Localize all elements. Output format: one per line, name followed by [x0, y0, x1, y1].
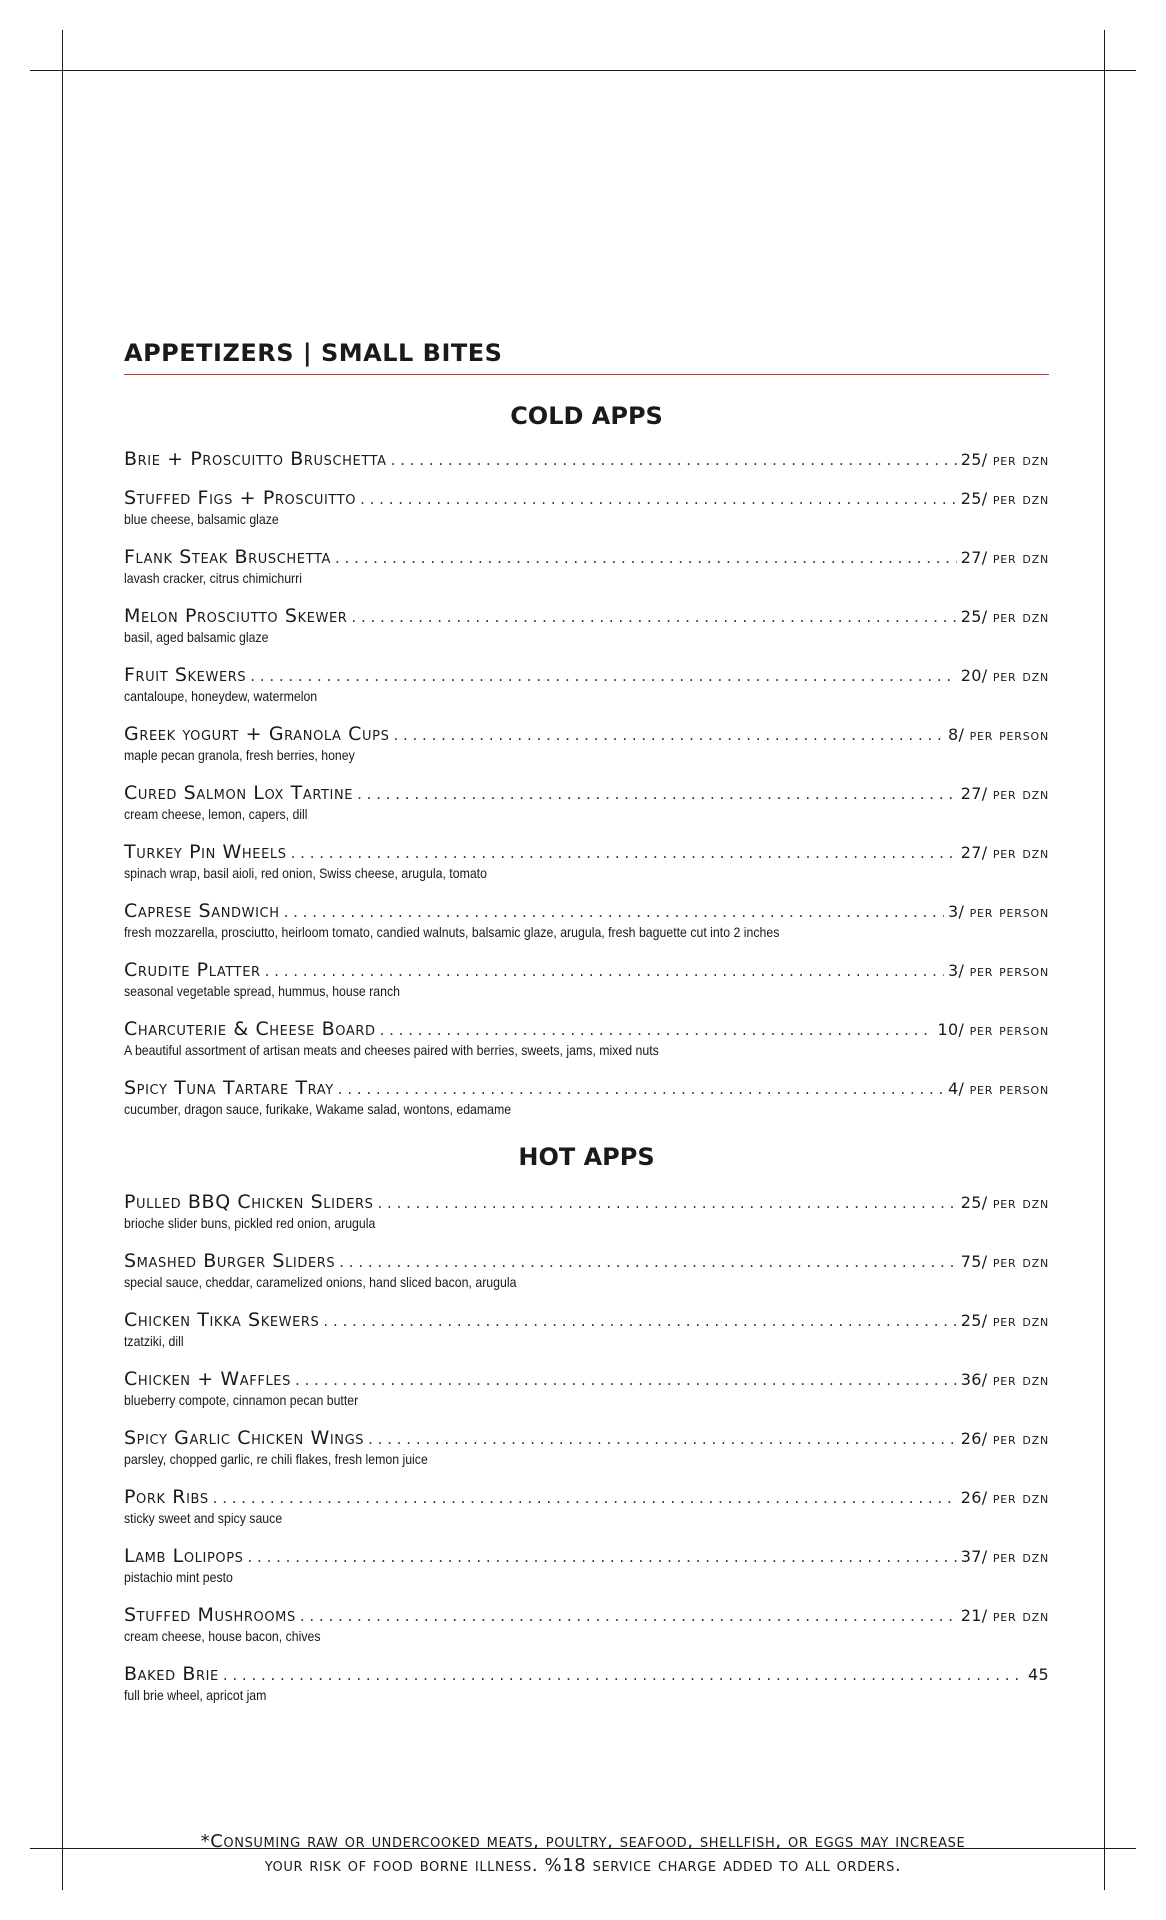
- price-value: 36/: [960, 1370, 988, 1389]
- price-value: 26/: [960, 1429, 988, 1448]
- price-value: 45: [1028, 1665, 1049, 1684]
- disclaimer: [60, 1830, 1106, 1878]
- disclaimer-line-1: *Consuming raw or undercooked meats, poultry, seafood, shellfish, or eggs may increase: [200, 1831, 966, 1852]
- menu-item: [124, 486, 1049, 528]
- menu-item-name: Cured Salmon Lox Tartine: [124, 782, 354, 804]
- menu-item-price: [948, 1077, 1049, 1101]
- menu-item: [124, 722, 1049, 764]
- menu-content: [124, 336, 1049, 1721]
- menu-item-price: [961, 1604, 1049, 1628]
- menu-item: [124, 1426, 1049, 1468]
- menu-item-line: [124, 840, 1049, 864]
- price-value: 20/: [960, 666, 988, 685]
- menu-item-description: special sauce, cheddar, caramelized onions, hand sliced bacon, arugula: [124, 1274, 517, 1290]
- menu-item-price: [961, 1545, 1049, 1569]
- leader-dots: [378, 1191, 957, 1215]
- menu-item-price: [961, 1309, 1049, 1333]
- price-unit: per dzn: [992, 843, 1049, 862]
- menu-item: [124, 1662, 1049, 1704]
- menu-item: [124, 663, 1049, 705]
- menu-item-description: full brie wheel, apricot jam: [124, 1687, 267, 1703]
- price-value: 25/: [960, 489, 988, 508]
- menu-item-price: [948, 900, 1049, 924]
- leader-dots: [357, 782, 957, 806]
- leader-dots: [391, 448, 957, 472]
- leader-dots: [295, 1368, 957, 1392]
- menu-item-name: Crudite Platter: [124, 959, 261, 981]
- price-unit: per dzn: [992, 607, 1049, 626]
- leader-dots: [291, 841, 957, 865]
- menu-item-line: [124, 1367, 1049, 1391]
- menu-item-name: Turkey Pin Wheels: [124, 841, 287, 863]
- menu-item-price: [961, 546, 1049, 570]
- price-unit: per dzn: [992, 1429, 1049, 1448]
- price-value: 8/: [948, 725, 965, 744]
- menu-item-line: [124, 486, 1049, 510]
- menu-item-name: Spicy Tuna Tartare Tray: [124, 1077, 334, 1099]
- menu-item-price: [961, 1486, 1049, 1510]
- menu-item-name: Stuffed Figs + Proscuitto: [124, 487, 357, 509]
- menu-item-name: Smashed Burger Sliders: [124, 1250, 336, 1272]
- menu-item-name: Chicken + Waffles: [124, 1368, 291, 1390]
- menu-item: [124, 1544, 1049, 1586]
- menu-item-name: Baked Brie: [124, 1663, 219, 1685]
- menu-item: [124, 447, 1049, 471]
- menu-item: [124, 545, 1049, 587]
- leader-dots: [393, 723, 944, 747]
- menu-item: [124, 899, 1049, 941]
- menu-item-price: [961, 1191, 1049, 1215]
- price-unit: per dzn: [992, 450, 1049, 469]
- price-value: 21/: [960, 1606, 988, 1625]
- price-unit: per person: [969, 961, 1049, 980]
- menu-item: [124, 840, 1049, 882]
- menu-item-line: [124, 1485, 1049, 1509]
- menu-item-description: sticky sweet and spicy sauce: [124, 1510, 283, 1526]
- menu-item-name: Caprese Sandwich: [124, 900, 280, 922]
- menu-item-price: [961, 782, 1049, 806]
- menu-item: [124, 1485, 1049, 1527]
- menu-item-line: [124, 1426, 1049, 1450]
- menu-item-description: cucumber, dragon sauce, furikake, Wakame salad, wontons, edamame: [124, 1101, 512, 1117]
- menu-item-description: parsley, chopped garlic, re chili flakes, fresh lemon juice: [124, 1451, 428, 1467]
- price-value: 26/: [960, 1488, 988, 1507]
- menu-item-name: Flank Steak Bruschetta: [124, 546, 331, 568]
- menu-item-description: cream cheese, house bacon, chives: [124, 1628, 321, 1644]
- menu-item-line: [124, 447, 1049, 471]
- menu-item: [124, 1603, 1049, 1645]
- menu-item-description: fresh mozzarella, prosciutto, heirloom tomato, candied walnuts, balsamic glaze, arugula, fresh baguette cut into 2 inches: [124, 924, 780, 940]
- price-unit: per person: [969, 1020, 1049, 1039]
- leader-dots: [300, 1604, 957, 1628]
- menu-item-name: Chicken Tikka Skewers: [124, 1309, 320, 1331]
- price-value: 75/: [960, 1252, 988, 1271]
- price-value: 27/: [960, 548, 988, 567]
- menu-item: [124, 781, 1049, 823]
- menu-item-price: [948, 723, 1049, 747]
- price-value: 25/: [960, 450, 988, 469]
- crop-mark-left: [62, 30, 63, 1890]
- price-value: 25/: [960, 1311, 988, 1330]
- menu-item-line: [124, 545, 1049, 569]
- menu-item-description: maple pecan granola, fresh berries, honey: [124, 747, 355, 763]
- menu-item-price: [1028, 1663, 1049, 1687]
- price-unit: per person: [969, 725, 1049, 744]
- price-unit: per dzn: [992, 1547, 1049, 1566]
- menu-item-line: [124, 958, 1049, 982]
- menu-item-line: [124, 1017, 1049, 1041]
- menu-item-name: Spicy Garlic Chicken Wings: [124, 1427, 365, 1449]
- price-value: 3/: [948, 961, 965, 980]
- menu-item: [124, 604, 1049, 646]
- menu-item-price: [938, 1018, 1049, 1042]
- menu-item: [124, 1249, 1049, 1291]
- price-value: 4/: [948, 1079, 965, 1098]
- menu-item-price: [961, 1250, 1049, 1274]
- menu-item-description: cream cheese, lemon, capers, dill: [124, 806, 308, 822]
- menu-item-description: blueberry compote, cinnamon pecan butter: [124, 1392, 359, 1408]
- menu-item-description: brioche slider buns, pickled red onion, arugula: [124, 1215, 376, 1231]
- leader-dots: [323, 1309, 956, 1333]
- menu-item: [124, 1367, 1049, 1409]
- price-unit: per dzn: [992, 1193, 1049, 1212]
- menu-item-name: Charcuterie & Cheese Board: [124, 1018, 376, 1040]
- price-value: 25/: [960, 1193, 988, 1212]
- menu-item-price: [948, 959, 1049, 983]
- leader-dots: [284, 900, 944, 924]
- price-value: 10/: [937, 1020, 965, 1039]
- menu-item-name: Fruit Skewers: [124, 664, 247, 686]
- hot-apps-heading: HOT APPS: [518, 1143, 655, 1171]
- leader-dots: [339, 1250, 957, 1274]
- price-value: 27/: [960, 843, 988, 862]
- leader-dots: [360, 487, 957, 511]
- menu-item-line: [124, 1249, 1049, 1273]
- cold-apps-heading: COLD APPS: [510, 402, 663, 430]
- leader-dots: [223, 1663, 1024, 1687]
- menu-item-price: [961, 1427, 1049, 1451]
- menu-item-name: Stuffed Mushrooms: [124, 1604, 296, 1626]
- menu-item-line: [124, 722, 1049, 746]
- menu-item-name: Pork Ribs: [124, 1486, 209, 1508]
- menu-item: [124, 1308, 1049, 1350]
- menu-item-price: [961, 664, 1049, 688]
- leader-dots: [380, 1018, 934, 1042]
- menu-item-price: [961, 841, 1049, 865]
- cold-apps-list: [124, 447, 1049, 1118]
- menu-item-price: [961, 487, 1049, 511]
- menu-item-description: lavash cracker, citrus chimichurri: [124, 570, 303, 586]
- disclaimer-line-2: your risk of food borne illness. %18 service charge added to all orders.: [264, 1855, 902, 1876]
- menu-item-description: seasonal vegetable spread, hummus, house ranch: [124, 983, 401, 999]
- menu-item-description: cantaloupe, honeydew, watermelon: [124, 688, 318, 704]
- menu-item-name: Lamb Lolipops: [124, 1545, 244, 1567]
- menu-item-name: Melon Prosciutto Skewer: [124, 605, 348, 627]
- leader-dots: [351, 605, 956, 629]
- price-unit: per person: [969, 1079, 1049, 1098]
- price-unit: per dzn: [992, 1488, 1049, 1507]
- menu-item-description: basil, aged balsamic glaze: [124, 629, 269, 645]
- menu-item-name: Pulled BBQ Chicken Sliders: [124, 1191, 374, 1213]
- menu-item-description: tzatziki, dill: [124, 1333, 184, 1349]
- leader-dots: [338, 1077, 944, 1101]
- hot-apps-list: [124, 1190, 1049, 1704]
- menu-item-line: [124, 1308, 1049, 1332]
- price-unit: per dzn: [992, 1311, 1049, 1330]
- menu-item: [124, 1076, 1049, 1118]
- price-unit: per dzn: [992, 666, 1049, 685]
- leader-dots: [368, 1427, 957, 1451]
- price-value: 27/: [960, 784, 988, 803]
- menu-item-line: [124, 1662, 1049, 1686]
- menu-item: [124, 1190, 1049, 1232]
- leader-dots: [250, 664, 957, 688]
- menu-item-line: [124, 663, 1049, 687]
- price-unit: per person: [969, 902, 1049, 921]
- menu-item-line: [124, 604, 1049, 628]
- menu-item-line: [124, 899, 1049, 923]
- menu-item-description: spinach wrap, basil aioli, red onion, Swiss cheese, arugula, tomato: [124, 865, 487, 881]
- menu-item-description: pistachio mint pesto: [124, 1569, 233, 1585]
- menu-item-line: [124, 1603, 1049, 1627]
- price-unit: per dzn: [992, 784, 1049, 803]
- leader-dots: [213, 1486, 957, 1510]
- menu-item-description: A beautiful assortment of artisan meats and cheeses paired with berries, sweets, jams, mixed nuts: [124, 1042, 659, 1058]
- price-unit: per dzn: [992, 1252, 1049, 1271]
- menu-item-name: Brie + Proscuitto Bruschetta: [124, 448, 387, 470]
- menu-item-line: [124, 1544, 1049, 1568]
- menu-item-price: [961, 448, 1049, 472]
- section-title: APPETIZERS | SMALL BITES: [124, 336, 1049, 375]
- menu-item-line: [124, 1076, 1049, 1100]
- leader-dots: [248, 1545, 957, 1569]
- crop-mark-top: [30, 70, 1136, 71]
- menu-item: [124, 1017, 1049, 1059]
- menu-item-description: blue cheese, balsamic glaze: [124, 511, 279, 527]
- menu-item-line: [124, 1190, 1049, 1214]
- price-unit: per dzn: [992, 548, 1049, 567]
- leader-dots: [335, 546, 957, 570]
- menu-item-name: Greek yogurt + Granola Cups: [124, 723, 390, 745]
- price-unit: per dzn: [992, 1370, 1049, 1389]
- price-unit: per dzn: [992, 489, 1049, 508]
- price-value: 37/: [960, 1547, 988, 1566]
- leader-dots: [265, 959, 944, 983]
- menu-item-price: [961, 1368, 1049, 1392]
- price-unit: per dzn: [992, 1606, 1049, 1625]
- price-value: 25/: [960, 607, 988, 626]
- price-value: 3/: [948, 902, 965, 921]
- menu-item: [124, 958, 1049, 1000]
- crop-mark-right: [1104, 30, 1105, 1890]
- menu-item-line: [124, 781, 1049, 805]
- menu-item-price: [961, 605, 1049, 629]
